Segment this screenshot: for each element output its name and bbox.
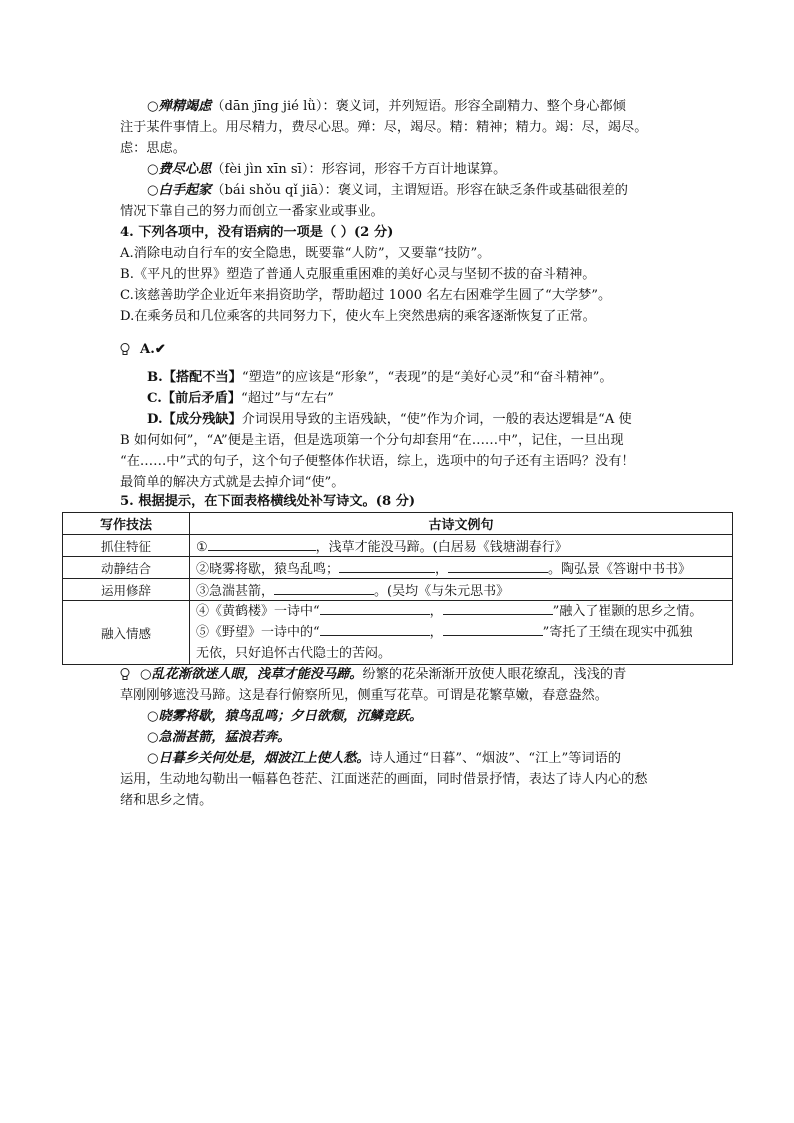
idiom-3-body: （bái shǒu qǐ jiā）：褒义词，主谓短语。形容在缺乏条件或基础很差的	[211, 183, 628, 198]
idiom-1-head: 殚精竭虑	[158, 99, 212, 114]
question-4-title: 4. 下列各项中，没有语病的一项是（ ）(2 分)	[120, 225, 394, 240]
answer-5-4-head: 日暮乡关何处是，烟波江上使人愁。	[158, 751, 370, 766]
poem-table	[62, 512, 733, 665]
question-5-title: 5. 根据提示，在下面表格横线处补写诗文。(8 分)	[120, 494, 416, 509]
q4-explain-d-tag: D.【成分残缺】	[147, 412, 242, 427]
col-header-technique: 写作技法	[63, 513, 190, 535]
col-header-poem: 古诗文例句	[190, 513, 733, 535]
poem-line: 无依，只好追怀古代隐士的苦闷。	[196, 646, 392, 661]
poem-text: ③急湍甚箭，	[196, 584, 275, 599]
circle-bullet-icon: ○	[147, 183, 159, 198]
poem-text: ⑤《野望》一诗中的“	[196, 625, 320, 640]
circle-bullet-icon: ○	[147, 751, 159, 766]
lightbulb-icon	[120, 343, 130, 355]
circle-bullet-icon: ○	[147, 709, 159, 724]
poem-text: ②晓雾将歇，猿鸟乱鸣；	[196, 562, 340, 577]
q4-explain-d-2: B 如何如何”，“A”便是主语，但是选项第一个分句却套用“在……中”，记住，一旦出现	[120, 433, 624, 448]
q4-explain-c-text: “超过”与“左右”	[240, 391, 334, 406]
answer-5-1-cont: 草刚刚够遮没马蹄。这是春行俯察所见，侧重写花草。可谓是花繁草嫩，春意盎然。	[120, 688, 608, 703]
idiom-1-cont-1: 注于某件事情上。用尽精力，费尽心思。殚：尽，竭尽。精：精神；精力。竭：尽，竭尽。	[120, 120, 648, 135]
answer-5-2: 晓雾将歇，猿鸟乱鸣；夕日欲颓，沉鳞竞跃。	[158, 709, 423, 724]
answer-5-4-cont-2: 绪和思乡之情。	[120, 793, 213, 808]
answer-5-1-head: 乱花渐欲迷人眼，浅草才能没马蹄。	[151, 667, 363, 682]
poem-cell	[190, 579, 733, 601]
q4-explain-d-text: 介词误用导致的主语残缺，“使”作为介词，一般的表达逻辑是“A 使	[241, 412, 632, 427]
circle-bullet-icon: ○	[140, 667, 152, 682]
idiom-3-line	[147, 181, 628, 201]
circle-bullet-icon: ○	[147, 99, 159, 114]
poem-text: 。(吴均《与朱元思书》	[374, 584, 510, 599]
poem-line	[196, 601, 726, 622]
q4-explain-b-text: “塑造”的应该是“形象”，“表现”的是“美好心灵”和“奋斗精神”。	[241, 370, 613, 385]
poem-text: ，	[429, 604, 443, 619]
idiom-1-line	[147, 97, 626, 117]
q4-answer-line	[120, 340, 166, 360]
q4-explain-d	[147, 410, 632, 430]
poem-text: ，	[435, 562, 449, 577]
poem-line	[196, 622, 726, 643]
technique-cell: 融入情感	[63, 601, 190, 665]
poem-text: ”融入了崔颢的思乡之情。	[552, 604, 703, 619]
q4-explain-b-tag: B.【搭配不当】	[147, 370, 242, 385]
table-row	[63, 557, 733, 579]
poem-text: 。陶弘景《答谢中书书》	[548, 562, 692, 577]
poem-text: ，浅草才能没马蹄。(白居易《钱塘湖春行》	[315, 540, 568, 555]
answer-5-4-body: 诗人通过“日暮”、“烟波”、“江上”等词语的	[369, 751, 621, 766]
poem-text: ”寄托了王绩在现实中孤独	[542, 625, 693, 640]
q4-explain-b	[147, 368, 613, 388]
answer-5-4-cont-1: 运用，生动地勾勒出一幅暮色苍茫、江面迷茫的画面，同时借景抒情，表达了诗人内心的愁	[120, 772, 648, 787]
answer-5-2-line	[147, 707, 422, 727]
poem-table-header	[63, 513, 733, 535]
q4-option-b: B.《平凡的世界》塑造了普通人克服重重困难的美好心灵与坚韧不拔的奋斗精神。	[120, 267, 596, 282]
fill-blank[interactable]	[208, 538, 316, 551]
poem-text: ①	[196, 540, 208, 555]
q4-explain-c	[147, 389, 334, 409]
fill-blank[interactable]	[339, 560, 435, 573]
technique-cell: 动静结合	[63, 557, 190, 579]
answer-5-3: 急湍甚箭，猛浪若奔。	[158, 730, 291, 745]
answer-5-3-line	[147, 728, 290, 748]
q4-answer: A.✔	[140, 342, 166, 357]
q4-option-c: C.该慈善助学企业近年来捐资助学，帮助超过 1000 名左右困难学生圆了“大学梦”。	[120, 288, 612, 303]
fill-blank[interactable]	[443, 602, 553, 615]
idiom-2-body: （fèi jìn xīn sī）：形容词，形容千方百计地谋算。	[211, 162, 507, 177]
technique-cell: 运用修辞	[63, 579, 190, 601]
q4-explain-c-tag: C.【前后矛盾】	[147, 391, 241, 406]
fill-blank[interactable]	[448, 560, 548, 573]
fill-blank[interactable]	[320, 602, 430, 615]
poem-cell	[190, 601, 733, 665]
circle-bullet-icon: ○	[147, 162, 159, 177]
fill-blank[interactable]	[274, 582, 374, 595]
lightbulb-icon	[120, 668, 130, 680]
answer-5-4-line	[147, 749, 621, 769]
q4-option-d: D.在乘务员和几位乘客的共同努力下，使火车上突然患病的乘客逐渐恢复了正常。	[120, 309, 596, 324]
q4-explain-d-4: 最简单的解决方式就是去掉介词“使”。	[120, 475, 345, 490]
idiom-3-head: 白手起家	[158, 183, 212, 198]
fill-blank[interactable]	[443, 623, 543, 636]
idiom-1-cont-2: 虑：思虑。	[120, 141, 186, 156]
idiom-2-line	[147, 160, 506, 180]
technique-cell: 抓住特征	[63, 535, 190, 557]
idiom-2-head: 费尽心思	[158, 162, 212, 177]
poem-text: ④《黄鹤楼》一诗中“	[196, 604, 320, 619]
circle-bullet-icon: ○	[147, 730, 159, 745]
table-row	[63, 535, 733, 557]
table-row	[63, 601, 733, 665]
fill-blank[interactable]	[320, 623, 430, 636]
idiom-1-body: （dān jīng jié lǜ）：褒义词，并列短语。形容全副精力、整个身心都倾	[211, 99, 626, 114]
poem-cell	[190, 535, 733, 557]
table-row	[63, 579, 733, 601]
answer-5-1-body: 纷繁的花朵渐渐开放使人眼花缭乱，浅浅的青	[362, 667, 627, 682]
q4-explain-d-3: “在……中”式的句子，这个句子便整体作状语，综上，选项中的句子还有主语吗？没有！	[120, 454, 635, 469]
answer-5-1-line	[120, 665, 626, 685]
q4-option-a: A.消除电动自行车的安全隐患，既要靠“人防”，又要靠“技防”。	[120, 246, 491, 261]
poem-text: ，	[429, 625, 443, 640]
idiom-3-cont: 情况下靠自己的努力而创立一番家业或事业。	[120, 204, 384, 219]
poem-cell	[190, 557, 733, 579]
